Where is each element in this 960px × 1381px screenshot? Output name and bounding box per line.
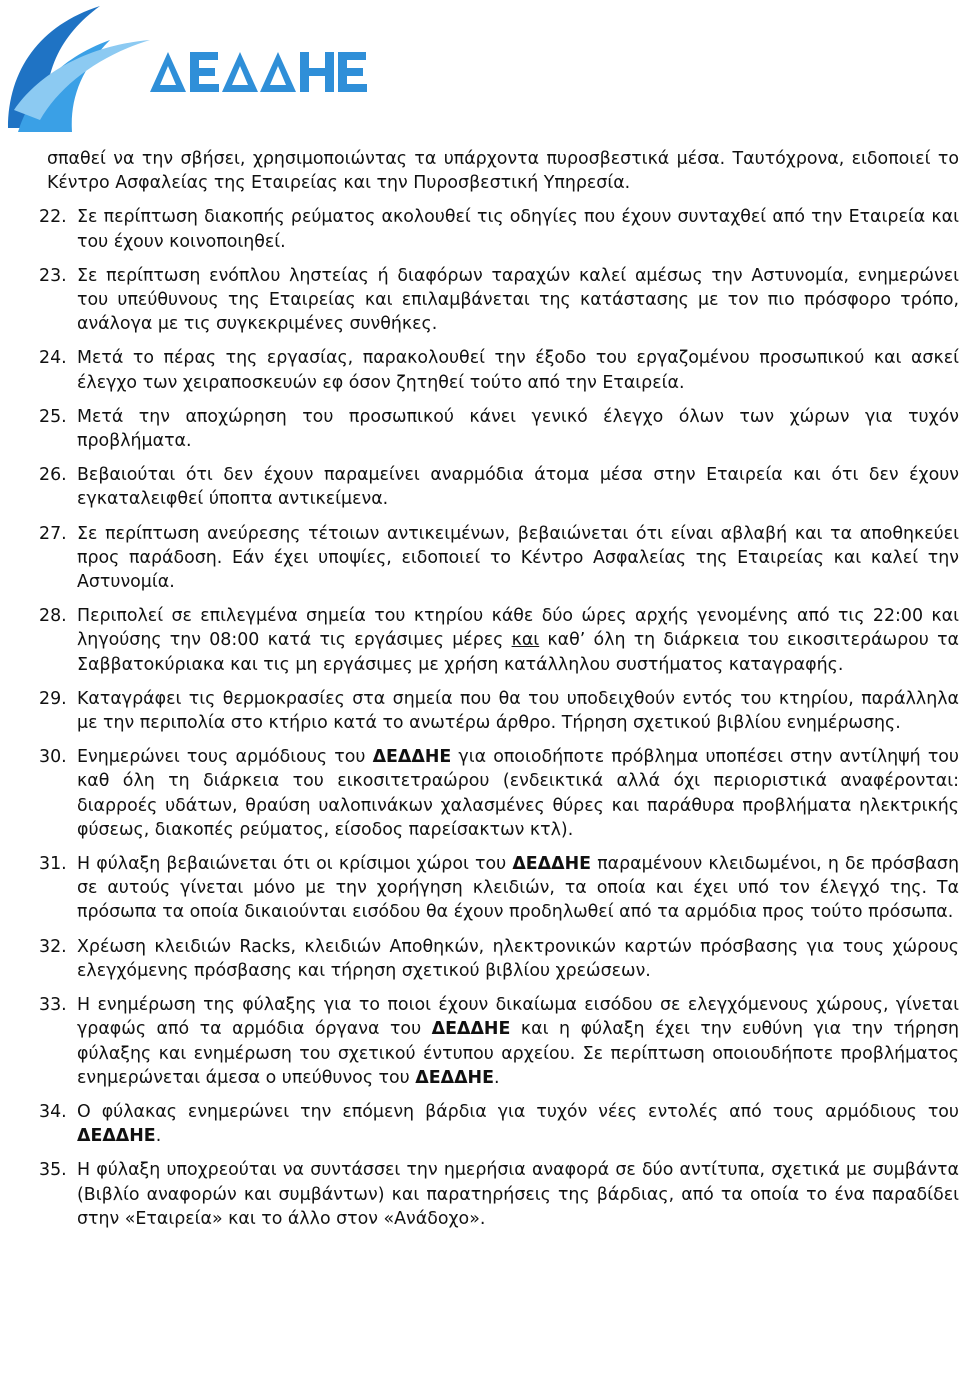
list-item <box>39 405 959 453</box>
item-number: 25. <box>39 406 67 427</box>
logo-graphic <box>0 0 380 140</box>
list-item <box>39 346 959 394</box>
item-number: 30. <box>39 747 67 768</box>
item-text: Χρέωση κλειδιών Racks, κλειδιών Αποθηκών, ηλεκτρονικών καρτών πρόσβασης για τους χώρους ελεγχόμενης πρόσβασης και τήρηση σχετικού βιβλίου χρεώσεων. <box>77 936 959 981</box>
item-text-part: Περιπολεί σε επιλεγμένα σημεία του κτηρίου κάθε δύο ώρες αρχής γενομένης από τις 22:00 και ληγούσης την 08:00 κατά τις εργάσιμες μέρες <box>77 606 959 651</box>
list-item <box>39 1100 959 1148</box>
list-item <box>39 264 959 337</box>
item-text: Σε περίπτωση ανεύρεσης τέτοιων αντικειμένων, βεβαιώνεται ότι είναι αβλαβή και τα αποθηκεύει προς παράδοση. Εάν έχει υποψίες, ειδοποιεί το Κέντρο Ασφαλείας της Εταιρείας και καλεί την Αστυνομία. <box>77 523 959 593</box>
brand-name: ΔΕΔΔΗΕ <box>512 854 592 875</box>
item-number: 24. <box>39 348 67 369</box>
item-text-part: Η ενημέρωση της φύλαξης για το ποιοι έχουν δικαίωμα εισόδου σε ελεγχόμενους χώρους, γίνεται γραφώς από τα αρμόδια όργανα του <box>77 995 959 1040</box>
underlined-word: και <box>511 630 540 651</box>
list-item <box>39 522 959 595</box>
list-item <box>39 745 959 842</box>
item-text: Σε περίπτωση διακοπής ρεύματος ακολουθεί τις οδηγίες που έχουν συνταχθεί από την Εταιρεία και του έχουν κοινοποιηθεί. <box>77 207 959 252</box>
list-item <box>39 463 959 511</box>
list-item <box>39 205 959 253</box>
document-body <box>39 147 959 1241</box>
item-number: 32. <box>39 936 67 957</box>
item-text <box>77 745 959 842</box>
item-text-part: . <box>155 1126 162 1147</box>
item-number: 23. <box>39 265 67 286</box>
item-text <box>77 993 959 1090</box>
page-header <box>0 0 960 140</box>
item-number: 34. <box>39 1101 67 1122</box>
brand-name: ΔΕΔΔΗΕ <box>415 1067 494 1088</box>
item-number: 26. <box>39 465 67 486</box>
item-number: 33. <box>39 995 67 1016</box>
list-item <box>39 935 959 983</box>
item-text: Βεβαιούται ότι δεν έχουν παραμείνει αναρμόδια άτομα μέσα στην Εταιρεία και ότι δεν έχουν εγκαταλειφθεί ύποπτα αντικείμενα. <box>77 465 959 510</box>
list-item <box>39 993 959 1090</box>
brand-name: ΔΕΔΔΗΕ <box>372 747 452 768</box>
item-text-part: . <box>493 1067 500 1088</box>
item-number: 28. <box>39 606 67 627</box>
item-text: Σε περίπτωση ενόπλου ληστείας ή διαφόρων ταραχών καλεί αμέσως την Αστυνομία, ενημερώνει του υπεύθυνους της Εταιρείας και επιλαμβάνεται της κατάστασης με τον πιο πρόσφορο τρόπο, ανάλογα με τις συγκεκριμένες συνθήκες. <box>77 265 959 335</box>
item-text-part: για οποιοδήποτε πρόβλημα υποπέσει στην αντίληψή του καθ όλη τη διάρκεια του εικοσιτετραώρου (ενδεικτικά αλλά όχι περιοριστικά αναφέρονται: διαρροές υδάτων, θραύση υαλοπινάκων χαλασμένες θύρες και παράθυρα προβλήματα ηλεκτρικής φύσεως, διακοπές ρεύματος, είσοδος παρείσακτων κτλ). <box>77 747 959 840</box>
list-item <box>39 852 959 925</box>
item-text: Καταγράφει τις θερμοκρασίες στα σημεία που θα του υποδειχθούν εντός του κτηρίου, παράλληλα με την περιπολία στο κτήριο κατά το ανωτέρω άρθρο. Τήρηση σχετικού βιβλίου ενημέρωσης. <box>77 688 959 734</box>
item-number: 22. <box>39 207 67 228</box>
item-text-part: και η φύλαξη έχει την ευθύνη για την τήρηση φύλαξης και ενημέρωση του σχετικού έντυπου αρχείου. Σε περίπτωση οποιουδήποτε προβλήματος ενημερώνεται άμεσα ο υπεύθυνος του <box>77 1019 959 1088</box>
company-logo <box>0 0 380 140</box>
item-text <box>77 1100 959 1148</box>
brand-name: ΔΕΔΔΗΕ <box>77 1126 156 1147</box>
item-number: 27. <box>39 523 67 544</box>
logo-lettering <box>150 52 367 92</box>
brand-name: ΔΕΔΔΗΕ <box>431 1019 511 1040</box>
item-number: 35. <box>39 1160 67 1181</box>
item-text <box>77 604 959 677</box>
item-text-part: παραμένουν κλειδωμένοι, η δε πρόσβαση σε αυτούς γίνεται μόνο με την χορήγηση κλειδιών, τα οποία και έχει υπό τον έλεγχό της. Τα πρόσωπα τα οποία δικαιούνται εισόδου θα έχουν προδηλωθεί από τα αρμόδια προς τούτο πρόσωπα. <box>77 854 959 923</box>
list-item <box>39 687 959 735</box>
item-text: Μετά την αποχώρηση του προσωπικού κάνει γενικό έλεγχο όλων των χώρων για τυχόν προβλήματα. <box>77 406 959 452</box>
item-text: Η φύλαξη υποχρεούται να συντάσσει την ημερήσια αναφορά σε δύο αντίτυπα, σχετικά με συμβάντα (Βιβλίο αναφορών και συμβάντων) και παρατηρήσεις της βάρδιας, από τα οποία το ένα παραδίδει στην «Εταιρεία» και το άλλο στον «Ανάδοχο». <box>77 1160 959 1229</box>
item-text-part: Ο φύλακας ενημερώνει την επόμενη βάρδια για τυχόν νέες εντολές από τους αρμόδιους του <box>77 1101 959 1122</box>
intro-paragraph: σπαθεί να την σβήσει, χρησιμοποιώντας τα υπάρχοντα πυροσβεστικά μέσα. Ταυτόχρονα, ειδοποιεί το Κέντρο Ασφαλείας της Εταιρείας και την Πυροσβεστική Υπηρεσία. <box>47 149 959 194</box>
item-text: Μετά το πέρας της εργασίας, παρακολουθεί την έξοδο του εργαζομένου προσωπικού και ασκεί έλεγχο των χειραποσκευών εφ όσον ζητηθεί τούτο από την Εταιρεία. <box>77 348 959 393</box>
item-text-part: Ενημερώνει τους αρμόδιους του <box>77 747 373 768</box>
item-text-part: Η φύλαξη βεβαιώνεται ότι οι κρίσιμοι χώροι του <box>77 854 513 875</box>
item-text-part: καθ’ όλη τη διάρκεια του εικοσιτεράωρου τα Σαββατοκύριακα και τις μη εργάσιμες με χρήση κατάλληλου συστήματος καταγραφής. <box>77 630 959 675</box>
item-number: 29. <box>39 688 67 709</box>
list-item <box>39 1158 959 1231</box>
item-number: 31. <box>39 854 67 875</box>
list-item <box>39 604 959 677</box>
item-text <box>77 852 959 925</box>
